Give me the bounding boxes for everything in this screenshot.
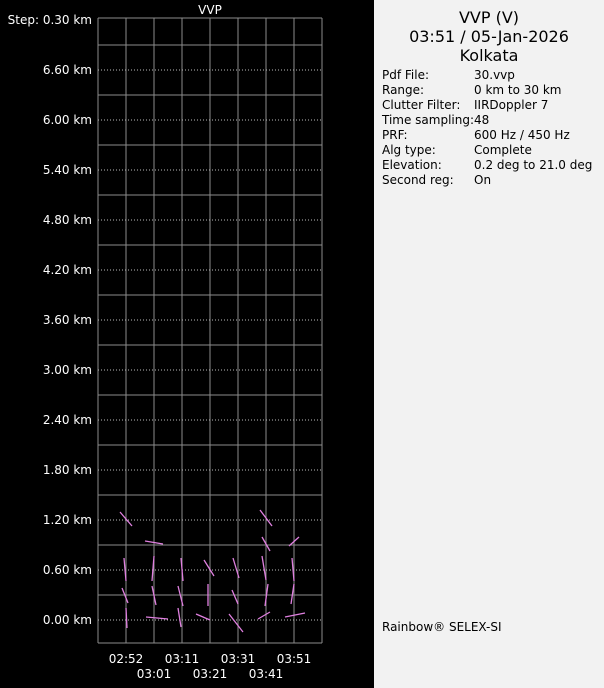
y-axis-label: 6.60 km: [42, 63, 92, 77]
info-datetime: 03:51 / 05-Jan-2026: [409, 27, 569, 46]
info-heading: VVP (V): [458, 8, 520, 27]
brand-label: Rainbow® SELEX-SI: [382, 620, 502, 634]
wind-barb: [178, 608, 181, 627]
plot-title: VVP: [198, 3, 222, 17]
meta-key: Elevation:: [382, 158, 442, 172]
x-axis-label: 03:21: [192, 667, 228, 681]
meta-key: Range:: [382, 83, 425, 97]
x-axis-label: 03:31: [220, 652, 256, 666]
x-axis-label: 03:41: [248, 667, 284, 681]
info-panel: [374, 0, 604, 688]
y-axis-label: 1.80 km: [42, 463, 92, 477]
meta-value: 48: [474, 113, 490, 127]
wind-barb: [285, 613, 305, 617]
wind-barb: [232, 590, 238, 604]
meta-key: Clutter Filter:: [382, 98, 461, 112]
y-axis-label: 5.40 km: [42, 163, 92, 177]
x-axis-label: 03:11: [164, 652, 200, 666]
x-axis-label: 02:52: [108, 652, 144, 666]
meta-value: 0.2 deg to 21.0 deg: [474, 158, 593, 172]
info-site: Kolkata: [459, 46, 519, 65]
meta-key: Second reg:: [382, 173, 454, 187]
y-axis-label: 3.00 km: [42, 363, 92, 377]
wind-barb: [229, 614, 243, 632]
meta-value: On: [474, 173, 492, 187]
y-axis-label: 0.00 km: [42, 613, 92, 627]
meta-value: 600 Hz / 450 Hz: [474, 128, 570, 142]
meta-key: Pdf File:: [382, 68, 430, 82]
y-axis-label: 4.80 km: [42, 213, 92, 227]
y-axis-label: 2.40 km: [42, 413, 92, 427]
meta-key: Alg type:: [382, 143, 436, 157]
x-axis-label: 03:51: [276, 652, 312, 666]
y-axis-label: 4.20 km: [42, 263, 92, 277]
y-axis-label: 1.20 km: [42, 513, 92, 527]
meta-value: IIRDoppler 7: [474, 98, 549, 112]
meta-value: 0 km to 30 km: [474, 83, 562, 97]
y-axis-label: 0.60 km: [42, 563, 92, 577]
step-label: Step: 0.30 km: [7, 13, 92, 27]
wind-barb: [196, 614, 210, 620]
wind-barb: [204, 560, 214, 576]
meta-key: Time sampling:: [382, 113, 475, 127]
wind-barb: [258, 612, 270, 619]
y-axis-label: 3.60 km: [42, 313, 92, 327]
wind-barb: [146, 617, 168, 619]
meta-value: Complete: [474, 143, 532, 157]
meta-key: PRF:: [382, 128, 408, 142]
meta-value: 30.vvp: [474, 68, 515, 82]
y-axis-label: 6.00 km: [42, 113, 92, 127]
wind-barb: [262, 556, 266, 580]
x-axis-label: 03:01: [136, 667, 172, 681]
